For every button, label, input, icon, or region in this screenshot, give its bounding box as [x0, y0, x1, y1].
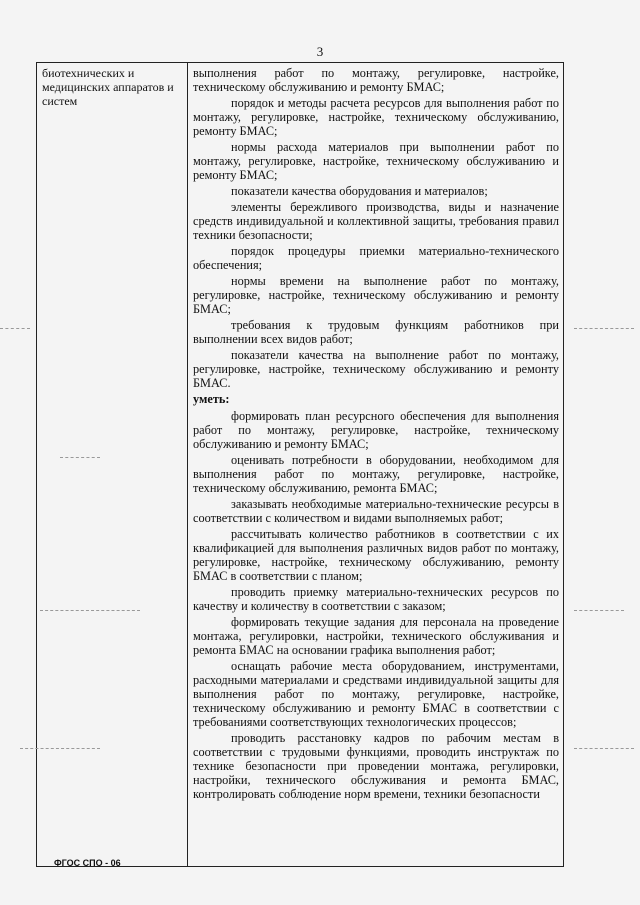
content-paragraph: требования к трудовым функциям работников при выполнении всех видов работ;: [193, 318, 559, 346]
content-paragraph: порядок процедуры приемки материально-технического обеспечения;: [193, 244, 559, 272]
scan-artifact-line: [40, 610, 140, 611]
skills-list: [193, 409, 559, 801]
document-footer: ФГОС СПО - 06: [54, 858, 121, 868]
content-paragraph: оснащать рабочие места оборудованием, инструментами, расходными материалами и средствами индивидуальной защиты для выполнения работ по монтажу, регулировке, настройке, техническому обслуживанию и ремонту БМАС в соответствии с требованиями соответствующих технологических процессов;: [193, 659, 559, 729]
column-divider: [187, 63, 188, 866]
right-cell-content: [193, 66, 559, 803]
scan-artifact-line: [60, 457, 100, 458]
content-paragraph: показатели качества оборудования и материалов;: [231, 184, 488, 198]
scan-artifact-line: [574, 748, 634, 749]
content-paragraph: показатели качества на выполнение работ по монтажу, регулировке, настройке, техническому обслуживанию и ремонту БМАС.: [193, 348, 559, 390]
content-paragraph: порядок и методы расчета ресурсов для выполнения работ по монтажу, регулировке, настройке, техническому обслуживанию, ремонту БМАС;: [193, 96, 559, 138]
scan-artifact-line: [574, 610, 624, 611]
content-paragraph: формировать план ресурсного обеспечения для выполнения работ по монтажу, регулировке, настройке, техническому обслуживанию и ремонту БМАС;: [193, 409, 559, 451]
content-paragraph: нормы времени на выполнение работ по монтажу, регулировке, настройке, техническому обслуживанию и ремонту БМАС;: [193, 274, 559, 316]
content-paragraph: формировать текущие задания для персонала на проведение монтажа, регулировки, настройки, технического обслуживания и ремонта БМАС на основании графика выполнения работ;: [193, 615, 559, 657]
content-paragraph: заказывать необходимые материально-технические ресурсы в соответствии с количеством и видами выполняемых работ;: [193, 497, 559, 525]
scan-artifact-line: [574, 328, 634, 329]
content-paragraph: рассчитывать количество работников в соответствии с их квалификацией для выполнения различных видов работ по монтажу, регулировке, настройке, техническому обслуживанию, ремонту БМАС в соответствии с планом;: [193, 527, 559, 583]
skills-heading: уметь:: [193, 392, 230, 406]
knowledge-list: [193, 66, 559, 390]
page-number: 3: [316, 44, 324, 59]
content-paragraph: нормы расхода материалов при выполнении работ по монтажу, регулировке, настройке, техническому обслуживанию и ремонту БМАС;: [193, 140, 559, 182]
left-cell-specialty: биотехнических и медицинских аппаратов и систем: [42, 66, 174, 108]
content-table: [36, 62, 564, 867]
scan-artifact-line: [20, 748, 100, 749]
content-paragraph: выполнения работ по монтажу, регулировке, настройке, техническому обслуживанию и ремонту БМАС;: [193, 66, 559, 94]
content-paragraph: проводить расстановку кадров по рабочим местам в соответствии с трудовыми функциями, проводить инструктаж по технике безопасности при проведении монтажа, регулировки, настройки, технического обслуживания и ремонта БМАС, контролировать соблюдение норм времени, техники безопасности: [193, 731, 559, 801]
content-paragraph: проводить приемку материально-технических ресурсов по качеству и количеству в соответствии с заказом;: [193, 585, 559, 613]
scan-artifact-line: [0, 328, 30, 329]
content-paragraph: оценивать потребности в оборудовании, необходимом для выполнения работ по монтажу, регулировке, настройке, техническому обслуживанию, ремонта БМАС;: [193, 453, 559, 495]
content-paragraph: элементы бережливого производства, виды и назначение средств индивидуальной и коллективной защиты, требования правил техники безопасности;: [193, 200, 559, 242]
